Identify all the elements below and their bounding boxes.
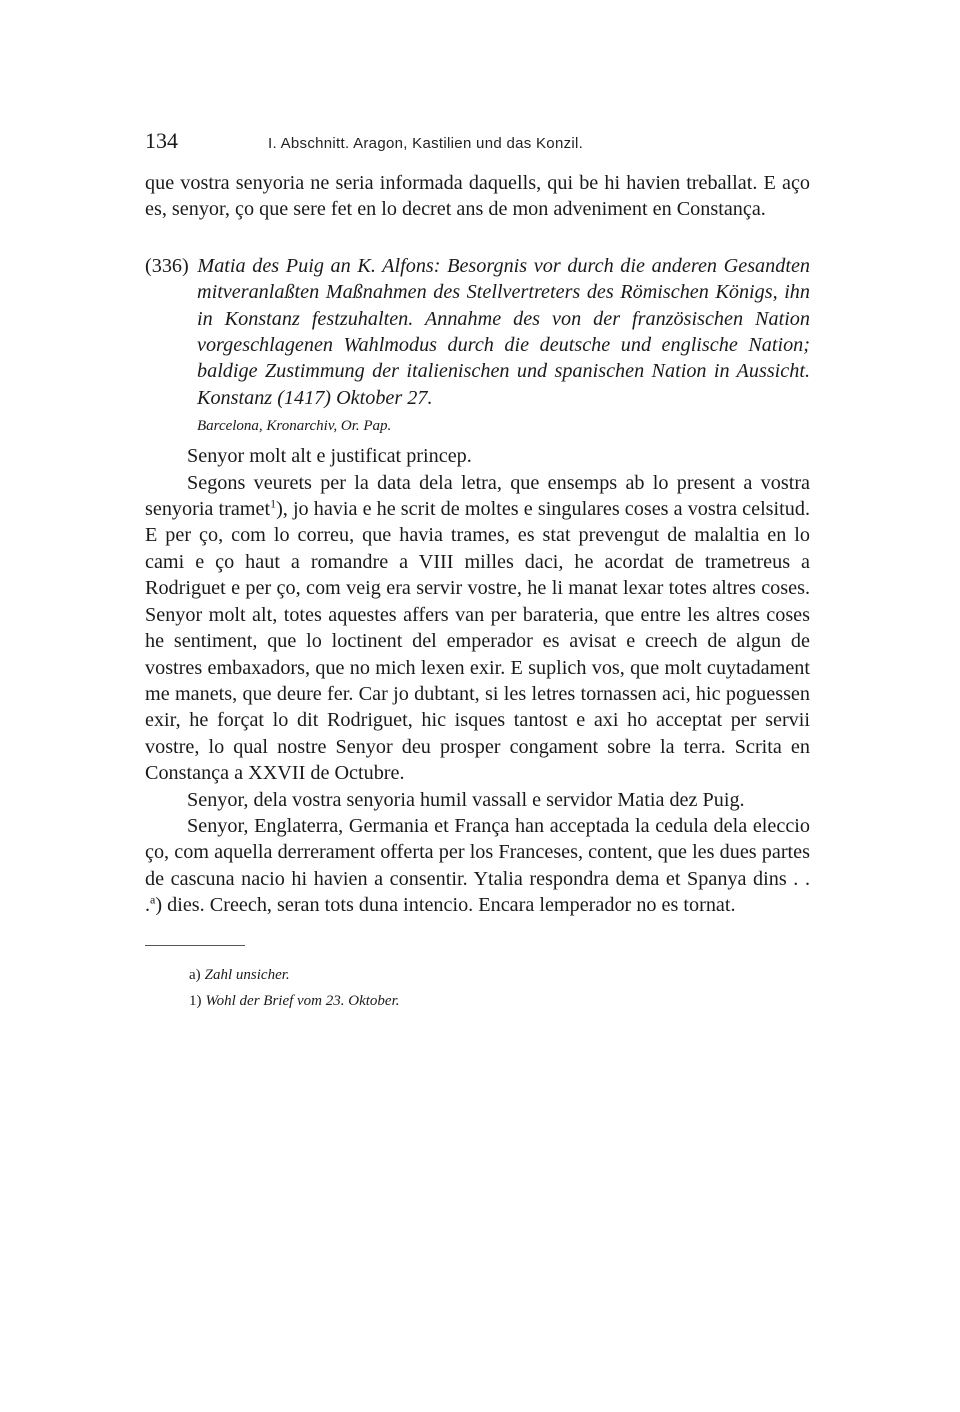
footnote-1 (189, 990, 810, 1012)
footnote-reference-1: 1 (270, 496, 277, 511)
footnote-mark: 1) (189, 992, 202, 1009)
salutation: Senyor molt alt e justificat princep. (187, 445, 472, 468)
postscript-text-part1: Senyor, Englaterra, Germania et França han acceptada la cedula dela eleccio ço, com aquella derrerament offerta per los Franceses, content, que les dues partes de cascuna nacio hi havien a consentir. Ytalia respondra dema et Spanya dins . . . (145, 814, 810, 917)
continuation-paragraph: que vostra senyoria ne seria informada daquells, qui be hi havien treballat. E aço es, senyor, ço que sere fet en lo decret ans de mon adveniment en Constança. (145, 172, 810, 221)
page-number: 134 (145, 128, 178, 153)
letter-closing: Senyor, dela vostra senyoria humil vassall e servidor Matia dez Puig. (187, 788, 745, 811)
postscript-paragraph (145, 813, 810, 919)
page-header (145, 128, 810, 164)
regest-block (145, 253, 810, 411)
footnote-mark: a) (189, 966, 201, 983)
regest-text: Matia des Puig an K. Alfons: Besorgnis vor durch die anderen Gesandten mitveranlaßten Maßnahmen des Stellvertreters des Römischen Königs, ihn in Konstanz festzuhalten. Annahme des von der französischen Nation vorgeschlagenen Wahlmodus durch die deutsche und englische Nation; baldige Zustimmung der italienischen und spanischen Nation in Aussicht. Konstanz (1417) Oktober 27. (197, 254, 810, 409)
letter-text-part2: ), jo havia e he scrit de moltes e singulares coses a vostra celsitud. E per ço, com lo correu, que havia trames, es stat prevengut de malaltia en lo cami e ço haut a romandre a VIII milles daci, he acordat de trametreus a Rodriguet e per ço, com veig era servir vostre, he li manat lexar totes altres coses. Senyor molt alt, totes aquestes affers van per barateria, que entre les altres coses he sentiment, que lo loctinent del emperador es avisat e creech de algun de vostres embaxadors, que no mich lexen exir. E suplich vos, que molt cuytadament me manets, que deure fer. Car jo dubtant, si les letres tornassen aci, hic poguessen exir, he forçat lo dit Rodriguet, hic isques tantost e axi ho acceptat per servii vostre, lo qual nostre Senyor deu prosper congament sobre la terra. Scrita en Constança a XXVII de Octubre. (145, 498, 810, 785)
footnote-a (189, 964, 810, 986)
book-page (145, 128, 810, 1016)
footnote-reference-a: a (150, 892, 156, 907)
regest-heading (145, 253, 810, 411)
footnote-text: Zahl unsicher. (204, 966, 290, 983)
footnote-divider (145, 945, 245, 946)
letter-text-part1: Segons veurets per la data dela letra, que ensemps ab lo present a vostra senyoria tramet (145, 471, 810, 521)
running-head: I. Abschnitt. Aragon, Kastilien und das Konzil. (268, 135, 584, 152)
regest-number: (336) (145, 254, 189, 277)
postscript-text-part2: ) dies. Creech, seran tots duna intencio. Encara lemperador no es tornat. (155, 894, 736, 917)
source-citation: Barcelona, Kronarchiv, Or. Pap. (197, 418, 392, 435)
letter-paragraph (145, 470, 810, 787)
footnote-text: Wohl der Brief vom 23. Oktober. (205, 992, 400, 1009)
